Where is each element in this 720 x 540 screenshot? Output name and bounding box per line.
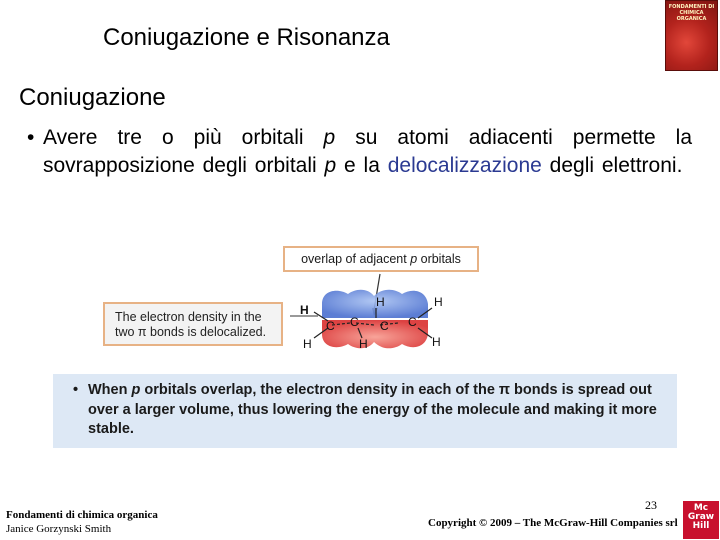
page-number: 23 <box>645 498 657 512</box>
logo-line: Graw <box>687 512 715 522</box>
bullet-italic-p: p <box>324 154 337 177</box>
bullet-italic-p: p <box>323 126 336 149</box>
butadiene-orbital-diagram <box>290 268 460 358</box>
carbon-atom-4: C <box>408 315 417 329</box>
mcgraw-hill-logo <box>683 501 719 539</box>
footer-book-title: Fondamenti di chimica organica <box>6 509 158 521</box>
electron-density-callout <box>103 302 283 346</box>
carbon-atom-3: C <box>380 319 389 333</box>
footer-author: Janice Gorzynski Smith <box>6 523 112 535</box>
bullet-text-part: su atomi adiacenti permette la sovrapposizione degli orbitali <box>43 126 692 177</box>
book-cover-image <box>665 0 718 71</box>
overlap-label-text: overlap of adjacent <box>301 252 411 266</box>
note-italic-p: p <box>131 382 141 398</box>
hydrogen-atom-4: H <box>359 337 368 351</box>
carbon-atom-1: C <box>326 319 335 333</box>
copyright-notice: Copyright © 2009 – The McGraw-Hill Companies srl <box>428 517 678 529</box>
note-text-part: When <box>88 382 132 398</box>
density-line-1: The electron density in the <box>115 310 262 324</box>
footer-book-info <box>6 508 158 536</box>
bullet-text <box>43 124 692 180</box>
carbon-atom-2: C <box>350 315 359 329</box>
logo-line: Mc <box>693 503 709 513</box>
note-bullet-icon: • <box>73 382 79 398</box>
overlap-label-italic-p: p <box>410 252 418 266</box>
hydrogen-atom-5: H <box>434 295 443 309</box>
book-cover-title: FONDAMENTI DI CHIMICA ORGANICA <box>668 4 715 22</box>
density-line-2: two π bonds is delocalized. <box>115 325 267 339</box>
note-text-part: orbitals overlap, the electron density in each of the π bonds is spread out over a larger volume, thus lowering the energy of the molecule and making it more stable. <box>88 382 657 437</box>
slide-title: Coniugazione e Risonanza <box>103 24 390 51</box>
logo-line: Hill <box>692 521 710 531</box>
bullet-text-part: Avere tre o più orbitali <box>43 126 324 149</box>
hydrogen-atom-2: H <box>303 337 312 351</box>
hydrogen-atom-3: H <box>376 295 385 309</box>
highlight-term: delocalizzazione <box>387 154 542 177</box>
hydrogen-atom-1: H <box>300 303 309 317</box>
bullet-text-part: degli elettroni. <box>541 154 683 177</box>
explanation-note-box <box>53 374 677 448</box>
bullet-dot-icon: • <box>27 126 35 149</box>
hydrogen-atom-6: H <box>432 335 441 349</box>
bullet-paragraph <box>22 124 692 180</box>
bullet-text-part: e la <box>336 154 388 177</box>
upper-electron-cloud <box>322 290 428 318</box>
overlap-label-text: orbitals <box>417 252 461 266</box>
section-heading: Coniugazione <box>19 84 166 111</box>
